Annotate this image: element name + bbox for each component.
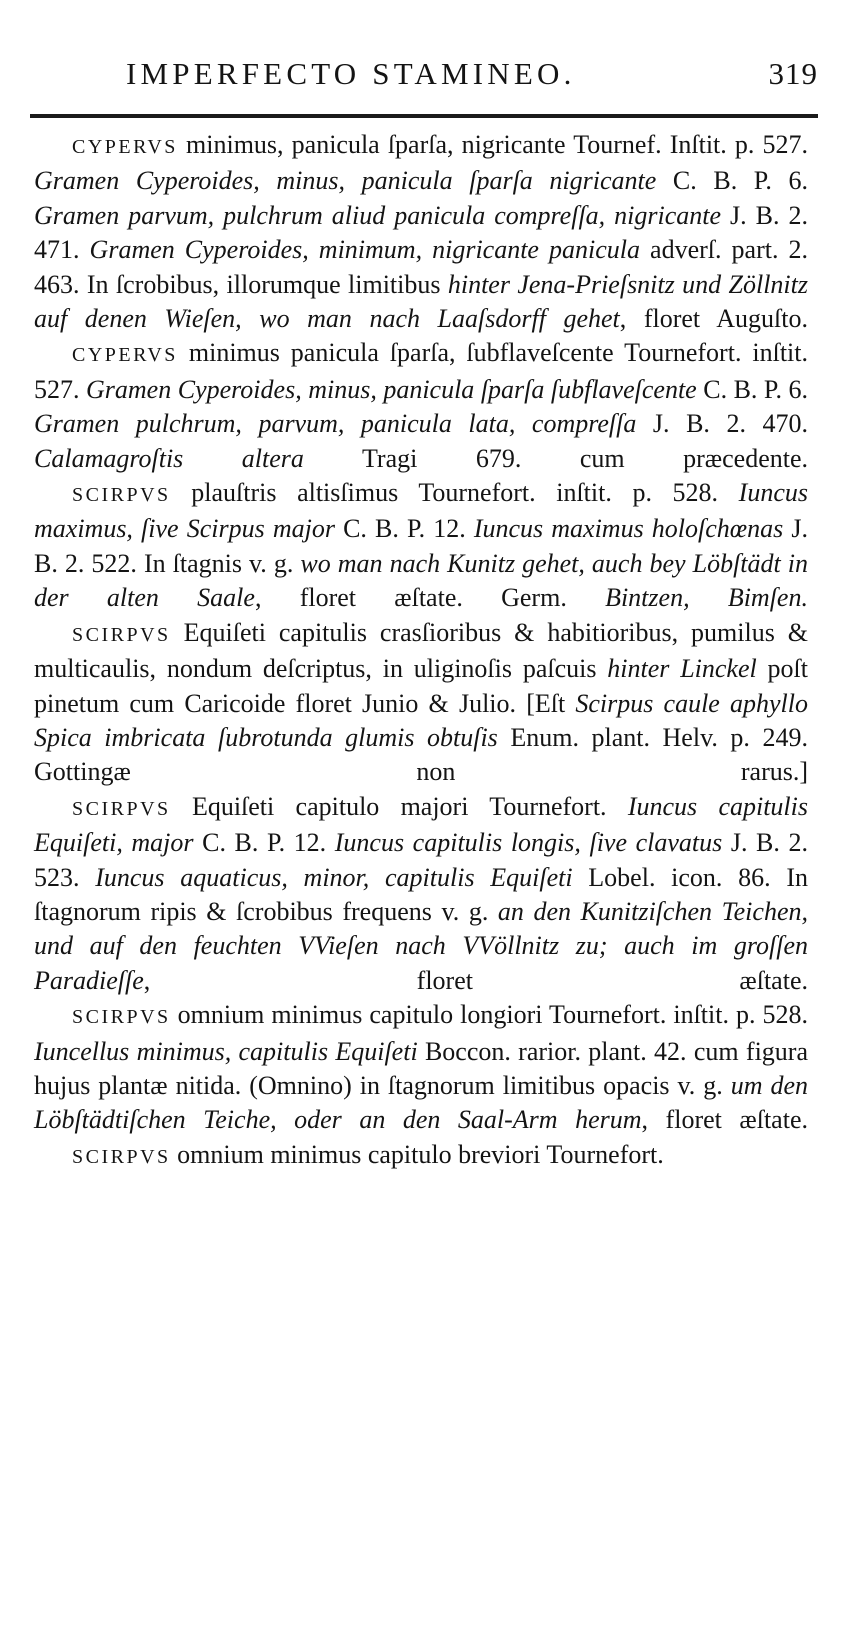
entry-text: minimus panicula ſparſa, ſubflaveſcente Tournefort. inſtit. 527. Gramen Cyperoides, minus, panicula ſparſa ſubflaveſcente C. B. P. 6. Gramen pulchrum, parvum, panicula lata, compreſſa J. B. 2. 470. Calamagroſtis altera Tragi 679. cum præcedente. [34,338,809,473]
entry-paragraph [34,616,808,790]
page-number: 319 [768,56,818,91]
entry-paragraph [34,336,808,476]
genus-name: SCIRPVS [72,623,171,646]
header-rule [30,114,818,118]
body-text [34,128,808,1174]
entry-text: Equiſeti capitulis crasſioribus & habitioribus, pumilus & multicaulis, nondum deſcriptus, in uliginoſis paſcuis hinter Linckel poſt pinetum cum Caricoide floret Junio & Julio. [Eſt Scirpus caule aphyllo Spica imbricata ſubrotunda glumis obtuſis Enum. plant. Helv. p. 249. Gottingæ non rarus.] [34,617,808,787]
genus-name: SCIRPVS [72,1006,171,1029]
entry-paragraph [34,1138,808,1174]
genus-name: CYPERVS [72,344,178,367]
entry-paragraph [34,128,808,336]
genus-name: SCIRPVS [72,797,171,820]
running-head [118,52,818,98]
running-head-title: IMPERFECTO STAMINEO. [126,56,576,91]
entry-text: omnium minimus capitulo breviori Tournefort. [170,1139,664,1169]
genus-name: SCIRPVS [72,484,171,507]
entry-text: Equiſeti capitulo majori Tournefort. Iuncus capitulis Equiſeti, major C. B. P. 12. Iuncus capitulis longis, ſive clavatus J. B. 2. 523. Iuncus aquaticus, minor, capitulis Equiſeti Lobel. icon. 86. In ſtagnorum ripis & ſcrobibus frequens v. g. an den Kunitziſchen Teichen, und auf den feuchten VVieſen nach VVöllnitz zu; auch im groſſen Paradieſſe, floret æſtate. [34,791,809,995]
genus-name: CYPERVS [72,136,178,158]
entry-text: plauſtris altisſimus Tournefort. inſtit. p. 528. Iuncus maximus, ſive Scirpus major C. B. P. 12. Iuncus maximus holoſchœnas J. B. 2. 522. In ſtagnis v. g. wo man nach Kunitz gehet, auch bey Löbſtädt in der alten Saale, floret æſtate. Germ. Bintzen, Bimſen. [34,478,809,613]
entry-text: omnium minimus capitulo longiori Tournefort. inſtit. p. 528. Iuncellus minimus, capitulis Equiſeti Boccon. rarior. plant. 42. cum figura hujus plantæ nitida. (Omnino) in ſtagnorum limitibus opacis v. g. um den Löbſtädtiſchen Teiche, oder an den Saal-Arm herum, floret æſtate. [34,1000,808,1135]
entry-paragraph [34,476,808,616]
entry-paragraph [34,790,808,998]
genus-name: SCIRPVS [72,1145,171,1168]
entry-paragraph [34,998,808,1138]
entry-text: minimus, panicula ſparſa, nigricante Tournef. Inſtit. p. 527. Gramen Cyperoides, minus, panicula ſparſa nigricante C. B. P. 6. Gramen parvum, pulchrum aliud panicula compreſſa, nigricante J. B. 2. 471. Gramen Cyperoides, minimum, nigricante panicula adverſ. part. 2. 463. In ſcrobibus, illorumque limitibus hinter Jena-Prieſsnitz und Zöllnitz auf denen Wieſen, wo man nach Laaſsdorff gehet, floret Auguſto. [34,130,809,334]
